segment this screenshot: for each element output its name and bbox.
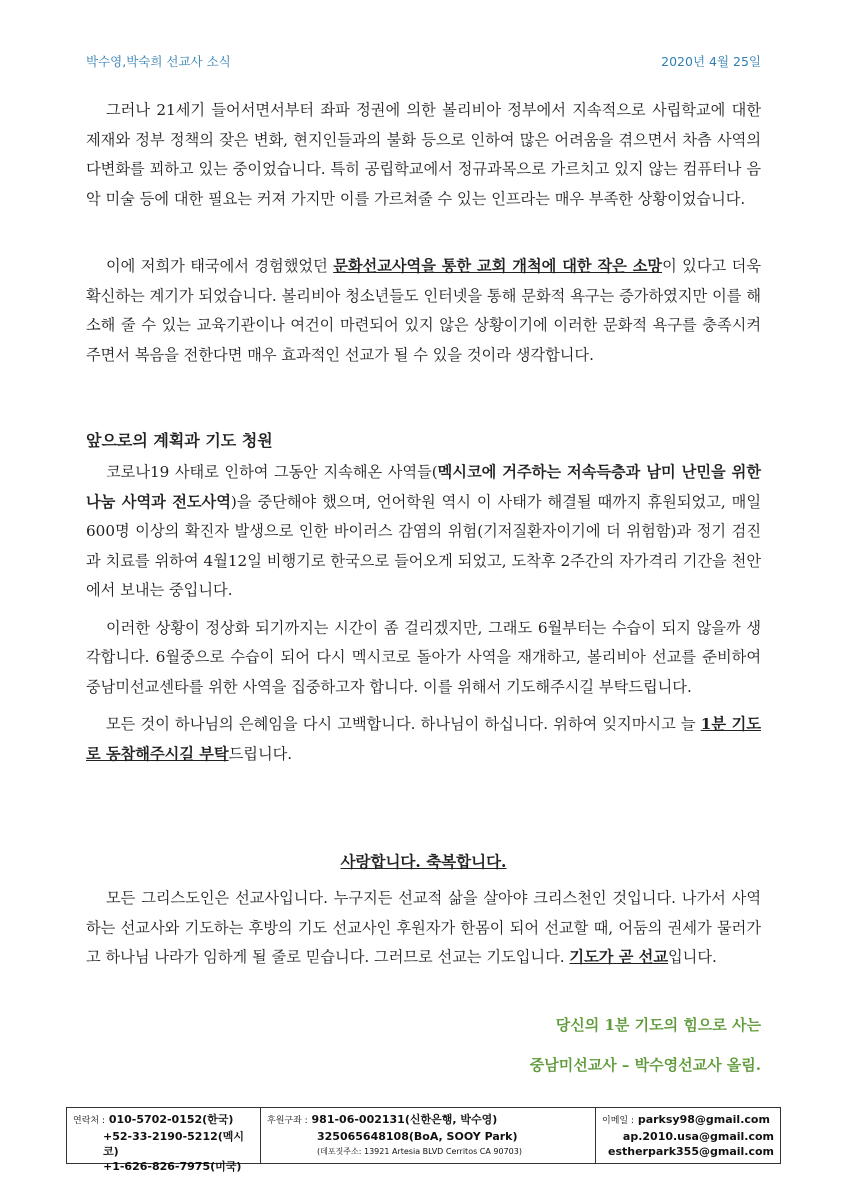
paragraph-6-emphasis: 기도가 곧 선교 — [569, 948, 669, 966]
section-title: 앞으로의 계획과 기도 청원 — [86, 431, 273, 450]
paragraph-5 — [86, 710, 761, 769]
paragraph-6 — [86, 884, 761, 973]
paragraph-2-text-end: 이 있다고 더욱 확신하는 계기가 되었습니다. 볼리비아 청소년들도 인터넷을 통해 문화적 욕구는 증가하였지만 이를 해소해 줄 수 있는 교육기관이나 여건이 마련되어 있지 않은 상황이기에 이러한 문화적 욕구를 충족시켜주면서 복음을 전한다면 매우 효과적인 선교가 될 수 있을 것이라 생각합니다. — [86, 257, 761, 364]
phone-usa: +1-626-826-7975(미국) — [103, 1160, 242, 1173]
paragraph-6-text: 모든 그리스도인은 선교사입니다. 누구지든 선교적 삶을 살아야 크리스천인 것입니다. 나가서 사역하는 선교사와 기도하는 후방의 기도 선교사인 후원자가 한몸이 되어 선교할 때, 어둠의 권세가 물러가고 하나님 나라가 임하게 될 줄로 믿습니다. 그러므로 선교는 기도입니다. — [86, 889, 761, 966]
email-1[interactable]: parksy98@gmail.com — [637, 1113, 770, 1126]
contact-phones — [67, 1108, 261, 1173]
paragraph-3-text-end: )을 중단해야 했으며, 언어학원 역시 이 사태가 해결될 때까지 휴원되었고, 매일 600명 이상의 확진자 발생으로 인한 바이러스 감염의 위험(기저질환자이기에 더 위험함)과 정기 검진과 치료를 위하여 4월12일 비행기로 한국으로 들어오게 되었고, 도착후 2주간의 자가격리 기간을 천안에서 보내는 중입니다. — [86, 492, 761, 599]
email-line-1 — [602, 1112, 774, 1129]
intro-block — [86, 96, 761, 214]
header-date: 2020년 4월 25일 — [661, 54, 761, 69]
account-shinhan: 981-06-002131(신한은행, 박수영) — [311, 1113, 498, 1126]
phone-line-1 — [73, 1112, 254, 1129]
email-2[interactable]: ap.2010.usa@gmail.com — [622, 1130, 774, 1143]
contact-label: 연락처 : — [73, 1116, 105, 1126]
phone-mexico: +52-33-2190-5212(멕시코) — [103, 1130, 245, 1158]
paragraph-3-emphasis: 멕시코에 거주하는 저속득층과 남미 난민을 위한 나눔 사역과 전도사역 — [86, 463, 761, 511]
email-label: 이메일 : — [602, 1116, 634, 1126]
culture-block — [86, 252, 761, 370]
paragraph-4: 이러한 상황이 정상화 되기까지는 시간이 좀 걸리겠지만, 그래도 6월부터는 수습이 되지 않을까 생각합니다. 6월중으로 수습이 되어 다시 멕시코로 돌아가 사역을 재개하고, 볼리비아 선교를 준비하여 중남미선교센타를 위한 사역을 집중하고자 합니다. 이를 위해서 기도해주시길 부탁드립니다. — [86, 618, 761, 696]
account-boa: 325065648108(BoA, SOOY Park) — [317, 1130, 518, 1143]
donation-accounts — [261, 1108, 596, 1163]
paragraph-2 — [86, 252, 761, 370]
paragraph-5-text-end: 드립니다. — [228, 744, 293, 763]
email-3[interactable]: estherpark355@gmail.com — [608, 1145, 774, 1158]
mission-block — [86, 884, 761, 973]
header-title: 박수영,박숙희 선교사 소식 — [86, 54, 231, 69]
contact-footer — [66, 1107, 781, 1173]
email-contacts — [596, 1108, 780, 1163]
paragraph-2-emphasis: 문화선교사역을 통한 교회 개척에 대한 작은 소망 — [333, 257, 663, 275]
paragraph-1: 그러나 21세기 들어서면서부터 좌파 정권에 의한 볼리비아 정부에서 지속적으로 사립학교에 대한 제재와 정부 정책의 잦은 변화, 현지인들과의 불화 등으로 인하여 많은 어려움을 겪으면서 차츰 사역의 다변화를 꾀하고 있는 중이었습니다. 특히 공립학교에서 정규과목으로 가르치고 있지 않는 컴퓨터나 음악 미술 등에 대한 필요는 커져 가지만 이를 가르쳐줄 수 있는 인프라는 매우 부족한 상황이었습니다. — [86, 101, 761, 208]
account-label: 후원구좌 : — [267, 1116, 308, 1126]
plan-block — [86, 458, 761, 769]
closing-signature: 중남미선교사 – 박수영선교사 올림. — [529, 1056, 761, 1074]
paragraph-2-text: 이에 저희가 태국에서 경험했었던 — [106, 257, 334, 275]
paragraph-3-text: 코로나19 사태로 인하여 그동안 지속해온 사역들( — [106, 463, 438, 481]
blessing-title: 사랑합니다. 축복합니다. — [340, 852, 507, 871]
paragraph-5-text: 모든 것이 하나님의 은혜임을 다시 고백합니다. 하나님이 하십니다. 위하여 잊지마시고 늘 — [106, 715, 701, 733]
closing-line-1: 당신의 1분 기도의 힘으로 사는 — [555, 1016, 761, 1034]
account-line-1 — [267, 1112, 589, 1129]
phone-korea: 010-5702-0152(한국) — [108, 1113, 234, 1126]
paragraph-6-text-end: 입니다. — [668, 948, 717, 966]
paragraph-5-emphasis: 1분 기도로 동참해주시길 부탁 — [86, 715, 761, 763]
deposit-address: (데포짓주소: 13921 Artesia BLVD Cerritos CA 90703) — [317, 1147, 522, 1156]
paragraph-3 — [86, 458, 761, 606]
page-header — [86, 52, 761, 70]
